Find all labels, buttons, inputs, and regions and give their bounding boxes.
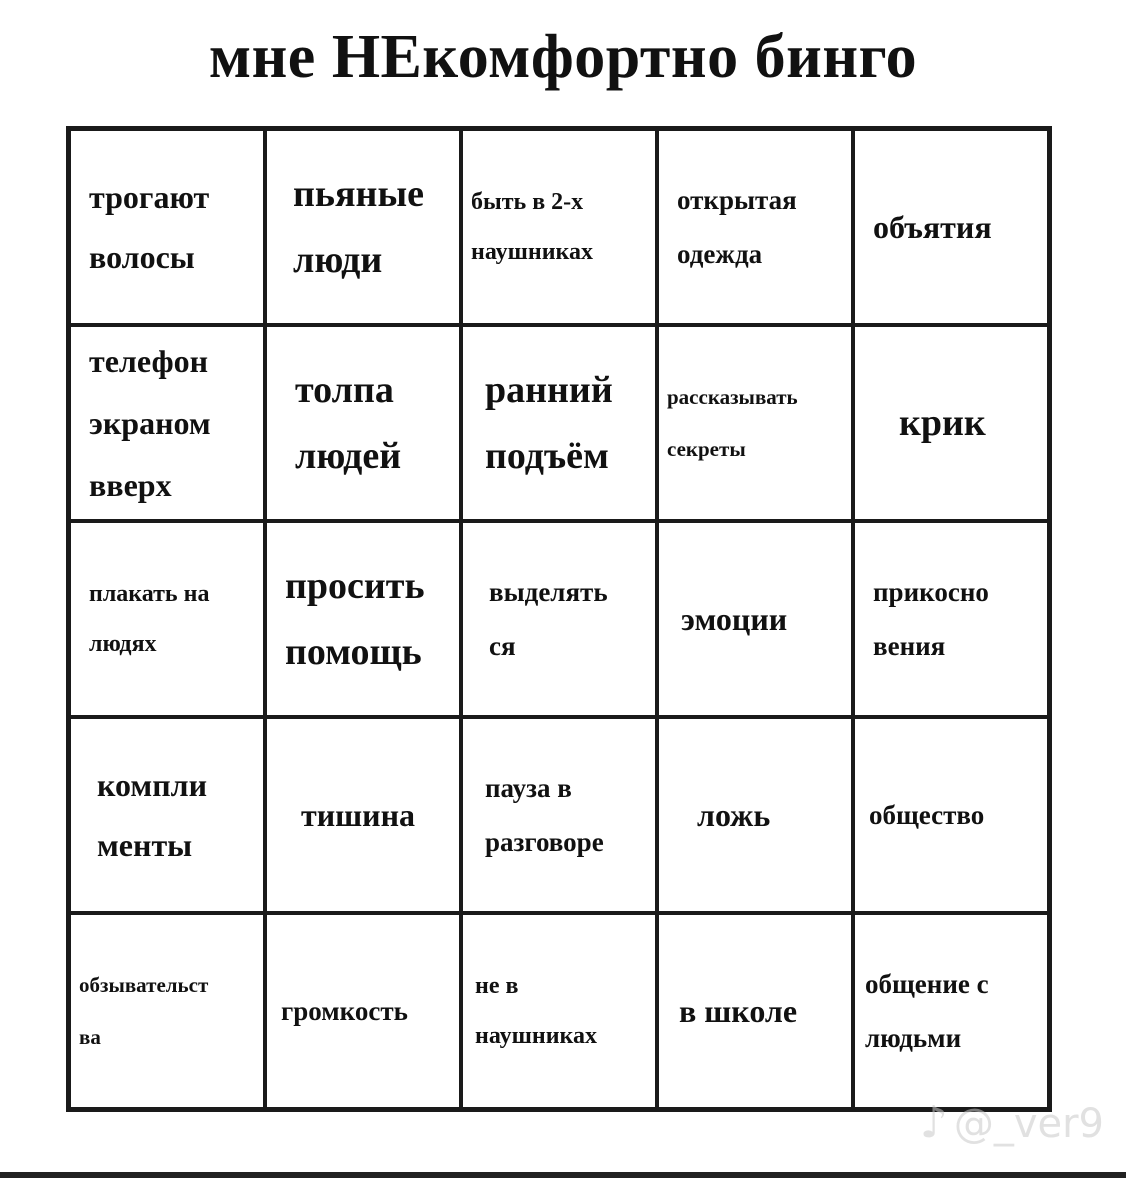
bingo-cell-text: общение с (865, 969, 989, 999)
bingo-cell-text: помощь (285, 631, 422, 673)
bingo-cell (265, 325, 461, 521)
bingo-cell (461, 913, 657, 1109)
bingo-cell (265, 717, 461, 913)
bingo-cell-text: ложь (697, 797, 771, 833)
bingo-cell-text: компли (97, 767, 208, 803)
bingo-cell-text: ся (489, 631, 516, 661)
bingo-cell (657, 325, 853, 521)
bingo-cell-text: быть в 2-х (471, 189, 584, 215)
bingo-cell (265, 129, 461, 325)
bingo-cell (657, 129, 853, 325)
bingo-cell-text: открытая (677, 185, 797, 215)
bingo-cell-text: вверх (89, 467, 172, 503)
bingo-cell-text: подъём (485, 435, 609, 477)
bingo-cell (265, 521, 461, 717)
bingo-cell-text: в школе (679, 993, 798, 1029)
bingo-cell (853, 521, 1049, 717)
page-title: мне НЕкомфортно бинго (208, 23, 918, 91)
bingo-cell (853, 717, 1049, 913)
bingo-cell-text: пьяные (293, 173, 424, 215)
bingo-cell-text: экраном (89, 405, 211, 441)
bingo-cell (461, 521, 657, 717)
bingo-cell-text: разговоре (485, 827, 604, 857)
bingo-grid (66, 126, 1052, 1112)
bingo-cell-text: тишина (301, 797, 416, 833)
bingo-cell-text: наушниках (475, 1023, 597, 1049)
bingo-cell-text: крик (899, 402, 986, 444)
bingo-cell-text: выделять (489, 577, 608, 607)
bingo-cell (657, 717, 853, 913)
bingo-cell-text: людей (295, 435, 402, 477)
bingo-cell-text: пауза в (485, 773, 572, 803)
bingo-cell (69, 129, 265, 325)
bingo-cell-text: не в (475, 973, 519, 999)
bingo-cell (69, 521, 265, 717)
bingo-cell (853, 325, 1049, 521)
bingo-cell-text: трогают (89, 179, 210, 215)
bingo-cell-text: волосы (89, 239, 195, 275)
bingo-cell-text: ранний (485, 369, 613, 411)
bingo-cell (461, 325, 657, 521)
bingo-cell (69, 913, 265, 1109)
bingo-cell-text: люди (293, 239, 383, 281)
bingo-cell (657, 521, 853, 717)
bingo-cell (853, 913, 1049, 1109)
bingo-cell-text: людях (89, 631, 157, 657)
bingo-cell (69, 717, 265, 913)
bingo-cell-text: общество (869, 800, 985, 830)
bingo-cell-text: объятия (873, 209, 992, 245)
music-note-icon: ♪ (919, 1097, 948, 1148)
bottom-divider (0, 1172, 1126, 1178)
bingo-cell-text: рассказывать (667, 385, 798, 409)
bingo-cell-text: плакать на (89, 581, 210, 607)
bingo-cell (461, 717, 657, 913)
bingo-cell-text: громкость (281, 996, 408, 1026)
bingo-cell-text: менты (97, 827, 193, 863)
watermark (920, 1097, 1104, 1148)
bingo-cell-text: прикосно (873, 577, 989, 607)
bingo-cell-text: наушниках (471, 239, 593, 265)
bingo-cell-text: одежда (677, 239, 763, 269)
bingo-cell-text: просить (285, 565, 425, 607)
bingo-cell-text: толпа (295, 369, 394, 411)
bingo-cell-text: вения (873, 631, 946, 661)
bingo-cell (265, 913, 461, 1109)
watermark-handle: @_ver9 (953, 1101, 1104, 1147)
bingo-cell-text: секреты (667, 437, 746, 461)
bingo-cell-text: эмоции (681, 601, 788, 637)
bingo-cell-text: телефон (89, 343, 209, 379)
bingo-cell (69, 325, 265, 521)
bingo-cell (657, 913, 853, 1109)
bingo-cell (853, 129, 1049, 325)
bingo-cell-text: обзывательст (79, 973, 209, 997)
bingo-cell-text: ва (79, 1025, 101, 1049)
bingo-cell-text: людьми (865, 1023, 962, 1053)
bingo-cell (461, 129, 657, 325)
